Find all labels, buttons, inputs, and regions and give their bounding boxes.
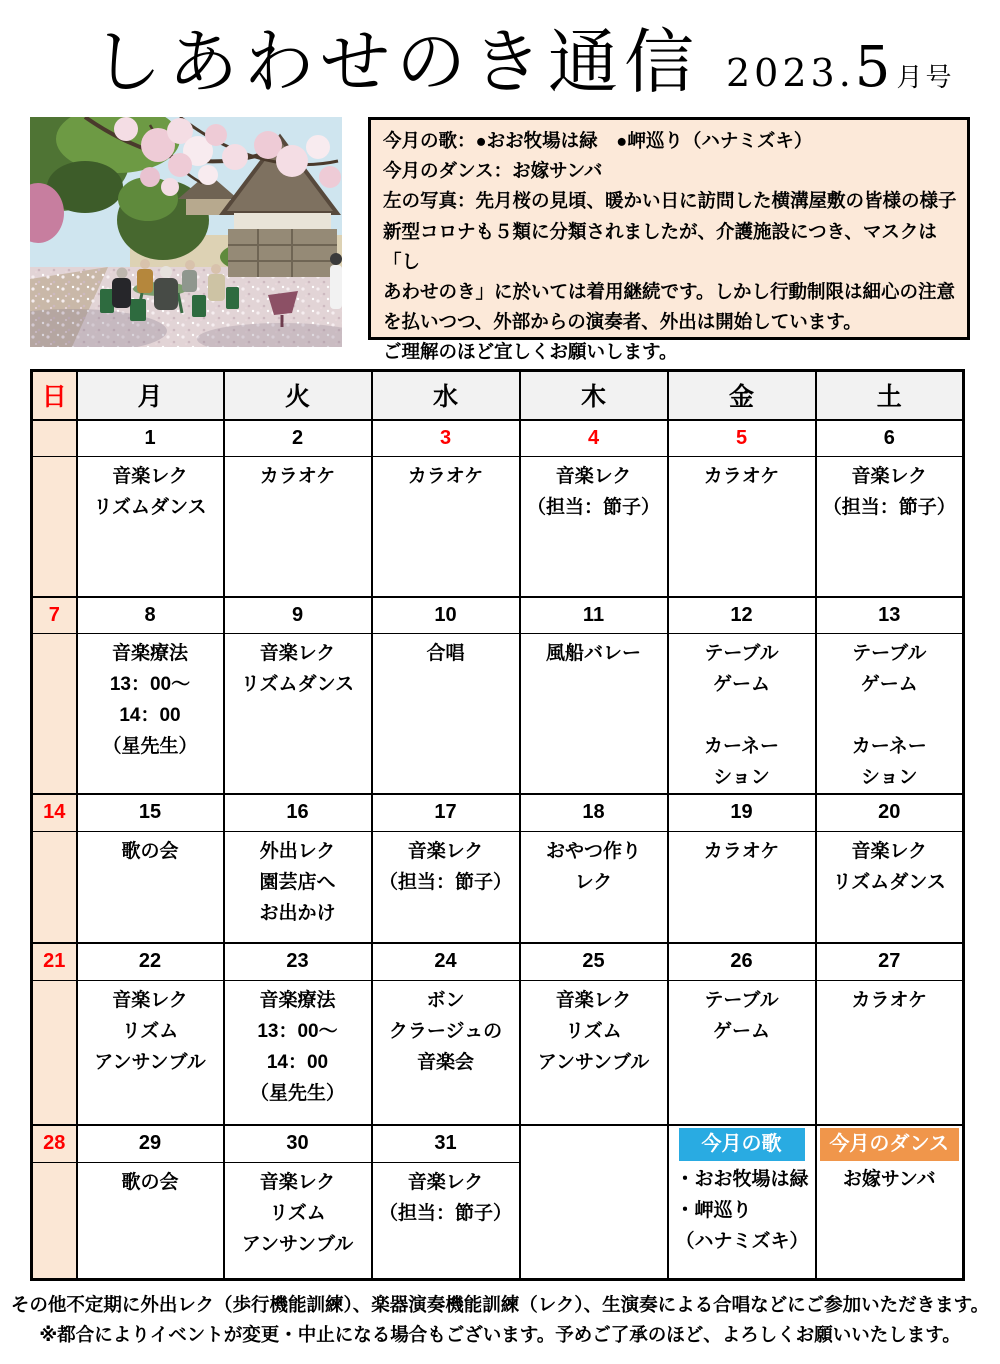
- event-line: お嫁サンバ: [842, 1169, 936, 1190]
- event-line: アンサンブル: [537, 1051, 650, 1073]
- event-line: 歌の会: [121, 840, 179, 862]
- event-line: （星先生）: [102, 736, 198, 757]
- event-line: （ハナミズキ）: [675, 1231, 809, 1252]
- content-cell-29: [77, 1162, 224, 1279]
- issue-year: 2023.: [726, 51, 855, 95]
- event-line: 音楽レク: [112, 466, 188, 487]
- event-line: ゲーム: [712, 674, 770, 695]
- date-cell-20: 20: [816, 794, 964, 831]
- event-line: カラオケ: [851, 989, 928, 1011]
- footer-note-2: ※都合によりイベントが変更・中止になる場合もございます。予めご了承のほど、よろしくお願いいたします。: [39, 1323, 961, 1345]
- content-cell-27: [816, 980, 964, 1125]
- day-header-5: 金: [668, 371, 816, 420]
- event-line: お出かけ: [259, 902, 336, 924]
- event-line: テーブル: [704, 643, 779, 664]
- content-cell-3: [372, 457, 520, 597]
- date-cell-23: 23: [224, 943, 372, 980]
- week-4-date-row: [32, 943, 964, 980]
- masthead: [92, 0, 1000, 101]
- date-cell-26: 26: [668, 943, 816, 980]
- info-box: [368, 117, 970, 363]
- event-line: （担当：節子）: [526, 497, 660, 518]
- content-cell-30: [224, 1162, 372, 1279]
- content-cell-9: [224, 634, 372, 795]
- event-line: 音楽レク: [555, 989, 632, 1011]
- event-line: カラオケ: [703, 466, 780, 487]
- event-line: 音楽療法: [259, 989, 336, 1011]
- event-line: テーブル: [704, 989, 779, 1011]
- newsletter-photo: [30, 117, 342, 347]
- info-line-note-4: ご理解のほど宜しくお願いします。: [383, 341, 678, 363]
- event-line: リズム: [121, 1020, 179, 1042]
- event-line: カラオケ: [407, 466, 484, 487]
- event-line: （担当：節子）: [378, 871, 512, 893]
- content-cell-26: [668, 980, 816, 1125]
- event-line: クラージュの: [388, 1020, 503, 1042]
- event-line: 風船バレー: [545, 643, 641, 664]
- calendar-highlight-cell: [668, 1125, 816, 1279]
- sunday-date-cell: 14: [32, 794, 77, 831]
- sunday-content-cell: [32, 980, 77, 1125]
- event-line: [817, 700, 963, 731]
- week-3-content-row: [32, 831, 964, 943]
- date-cell-25: 25: [520, 943, 668, 980]
- event-line: 音楽レク: [259, 1171, 336, 1193]
- content-cell-24: [372, 980, 520, 1125]
- date-cell-22: 22: [77, 943, 224, 980]
- content-cell-17: [372, 831, 520, 943]
- day-header-4: 木: [520, 371, 668, 420]
- day-header-6: 土: [816, 371, 964, 420]
- event-line: 音楽レク: [407, 840, 484, 862]
- event-line: アンサンブル: [94, 1051, 206, 1073]
- date-cell-31: 31: [372, 1125, 520, 1162]
- date-cell-18: 18: [520, 794, 668, 831]
- info-line-note-3: を払いつつ、外部からの演奏者、外出は開始しています。: [383, 311, 862, 333]
- date-cell-16: 16: [224, 794, 372, 831]
- event-line: リズムダンス: [832, 871, 946, 893]
- cherry-blossom-photo-illustration: [30, 117, 342, 347]
- content-cell-12: [668, 634, 816, 795]
- event-line: 音楽レク: [851, 840, 928, 862]
- info-line-note-2: あわせのき」に於いては着用継続です。しかし行動制限は細心の注意: [383, 281, 956, 303]
- content-cell-10: [372, 634, 520, 795]
- content-cell-8: [77, 634, 224, 795]
- event-line: 14：00: [266, 1051, 329, 1073]
- calendar-highlight-cell: [816, 1125, 964, 1279]
- event-line: 音楽会: [416, 1051, 474, 1073]
- content-cell-15: [77, 831, 224, 943]
- sunday-content-cell: [32, 634, 77, 795]
- date-cell-4: 4: [520, 420, 668, 457]
- monthly-calendar: [30, 369, 965, 1281]
- event-line: リズムダンス: [240, 674, 355, 695]
- event-line: アンサンブル: [241, 1233, 354, 1255]
- event-line: 音楽レク: [407, 1171, 484, 1193]
- event-line: （担当：節子）: [822, 497, 956, 518]
- date-cell-29: 29: [77, 1125, 224, 1162]
- newsletter-title: しあわせのき通信: [92, 21, 700, 103]
- event-line: （担当：節子）: [378, 1202, 512, 1224]
- date-cell-17: 17: [372, 794, 520, 831]
- footer-note-1: その他不定期に外出レク（歩行機能訓練）、楽器演奏機能訓練（レク）、生演奏による合唱などにご参加いただきます。: [10, 1293, 990, 1315]
- event-line: 音楽レク: [851, 466, 928, 487]
- date-cell-2: 2: [224, 420, 372, 457]
- issue-number: [726, 35, 955, 100]
- date-cell-30: 30: [224, 1125, 372, 1162]
- issue-month: 5: [854, 35, 892, 100]
- event-line: リズム: [269, 1202, 326, 1224]
- event-line: カラオケ: [259, 466, 336, 487]
- media-row: [30, 117, 970, 363]
- date-cell-24: 24: [372, 943, 520, 980]
- week-3-date-row: [32, 794, 964, 831]
- event-line: ボン: [426, 989, 465, 1011]
- day-header-2: 火: [224, 371, 372, 420]
- event-line: リズムダンス: [93, 497, 207, 518]
- event-line: 音楽レク: [112, 989, 188, 1011]
- date-cell-8: 8: [77, 597, 224, 634]
- event-line: おやつ作り: [545, 840, 641, 862]
- event-line: ション: [860, 767, 918, 788]
- content-cell-2: [224, 457, 372, 597]
- sunday-date-cell: [32, 420, 77, 457]
- date-cell-12: 12: [668, 597, 816, 634]
- content-cell-25: [520, 980, 668, 1125]
- date-cell-1: 1: [77, 420, 224, 457]
- content-cell-1: [77, 457, 224, 597]
- event-line: 歌の会: [121, 1171, 179, 1193]
- content-cell-13: [816, 634, 964, 795]
- day-header-0: 日: [32, 371, 77, 420]
- date-cell-19: 19: [668, 794, 816, 831]
- event-line: ゲーム: [712, 1020, 770, 1042]
- event-line: テーブル: [852, 643, 927, 664]
- event-line: 13：00～: [257, 1020, 338, 1042]
- content-cell-20: [816, 831, 964, 943]
- date-cell-15: 15: [77, 794, 224, 831]
- date-cell-9: 9: [224, 597, 372, 634]
- sunday-content-cell: [32, 1162, 77, 1279]
- event-line: ゲーム: [860, 674, 918, 695]
- info-line-note-1: 新型コロナも５類に分類されましたが、介護施設につき、マスクは「し: [383, 220, 937, 272]
- content-cell-23: [224, 980, 372, 1125]
- week-1-date-row: [32, 420, 964, 457]
- week-5-date-row: [32, 1125, 964, 1162]
- date-cell-5: 5: [668, 420, 816, 457]
- event-line: 14：00: [119, 705, 181, 726]
- event-line: 音楽療法: [111, 643, 188, 664]
- calendar-empty-cell: [520, 1125, 668, 1279]
- event-line: 音楽レク: [555, 466, 632, 487]
- event-line: 外出レク: [259, 840, 336, 862]
- sunday-date-cell: 7: [32, 597, 77, 634]
- content-cell-31: [372, 1162, 520, 1279]
- event-line: カーネー: [703, 736, 780, 757]
- content-cell-5: [668, 457, 816, 597]
- date-cell-10: 10: [372, 597, 520, 634]
- info-line-photo: 左の写真：先月桜の見頃、暖かい日に訪問した横溝屋敷の皆様の様子: [383, 190, 957, 212]
- date-cell-11: 11: [520, 597, 668, 634]
- event-line: ション: [713, 767, 770, 788]
- content-cell-4: [520, 457, 668, 597]
- content-cell-11: [520, 634, 668, 795]
- date-cell-3: 3: [372, 420, 520, 457]
- date-cell-27: 27: [816, 943, 964, 980]
- event-line: 合唱: [426, 643, 465, 664]
- week-2-date-row: [32, 597, 964, 634]
- issue-suffix: 月号: [896, 63, 955, 93]
- event-line: （星先生）: [249, 1082, 345, 1104]
- event-line: ・おお牧場は緑: [675, 1169, 809, 1190]
- event-line: カーネー: [851, 736, 927, 757]
- event-line: ・岬巡り: [675, 1200, 752, 1221]
- week-4-content-row: [32, 980, 964, 1125]
- sunday-date-cell: 28: [32, 1125, 77, 1162]
- content-cell-18: [520, 831, 668, 943]
- date-cell-13: 13: [816, 597, 964, 634]
- content-cell-22: [77, 980, 224, 1125]
- event-line: カラオケ: [703, 840, 780, 862]
- event-line: 音楽レク: [259, 643, 336, 664]
- event-line: レク: [574, 871, 613, 893]
- event-line: リズム: [565, 1020, 622, 1042]
- sunday-content-cell: [32, 457, 77, 597]
- week-2-content-row: [32, 634, 964, 795]
- content-cell-16: [224, 831, 372, 943]
- highlight-badge: 今月の歌: [679, 1128, 805, 1161]
- event-line: 13：00～: [109, 674, 191, 695]
- content-cell-19: [668, 831, 816, 943]
- sunday-date-cell: 21: [32, 943, 77, 980]
- content-cell-6: [816, 457, 964, 597]
- event-line: [669, 700, 815, 731]
- info-line-song: 今月の歌：●おお牧場は緑 ●岬巡り（ハナミズキ）: [383, 130, 813, 151]
- sunday-content-cell: [32, 831, 77, 943]
- event-line: 園芸店へ: [259, 871, 336, 893]
- day-header-3: 水: [372, 371, 520, 420]
- info-line-dance: 今月のダンス：お嫁サンバ: [383, 160, 603, 182]
- highlight-badge: 今月のダンス: [820, 1128, 960, 1161]
- day-header-row: [32, 371, 964, 420]
- date-cell-6: 6: [816, 420, 964, 457]
- day-header-1: 月: [77, 371, 224, 420]
- week-1-content-row: [32, 457, 964, 597]
- footer-notes: [0, 1290, 1000, 1350]
